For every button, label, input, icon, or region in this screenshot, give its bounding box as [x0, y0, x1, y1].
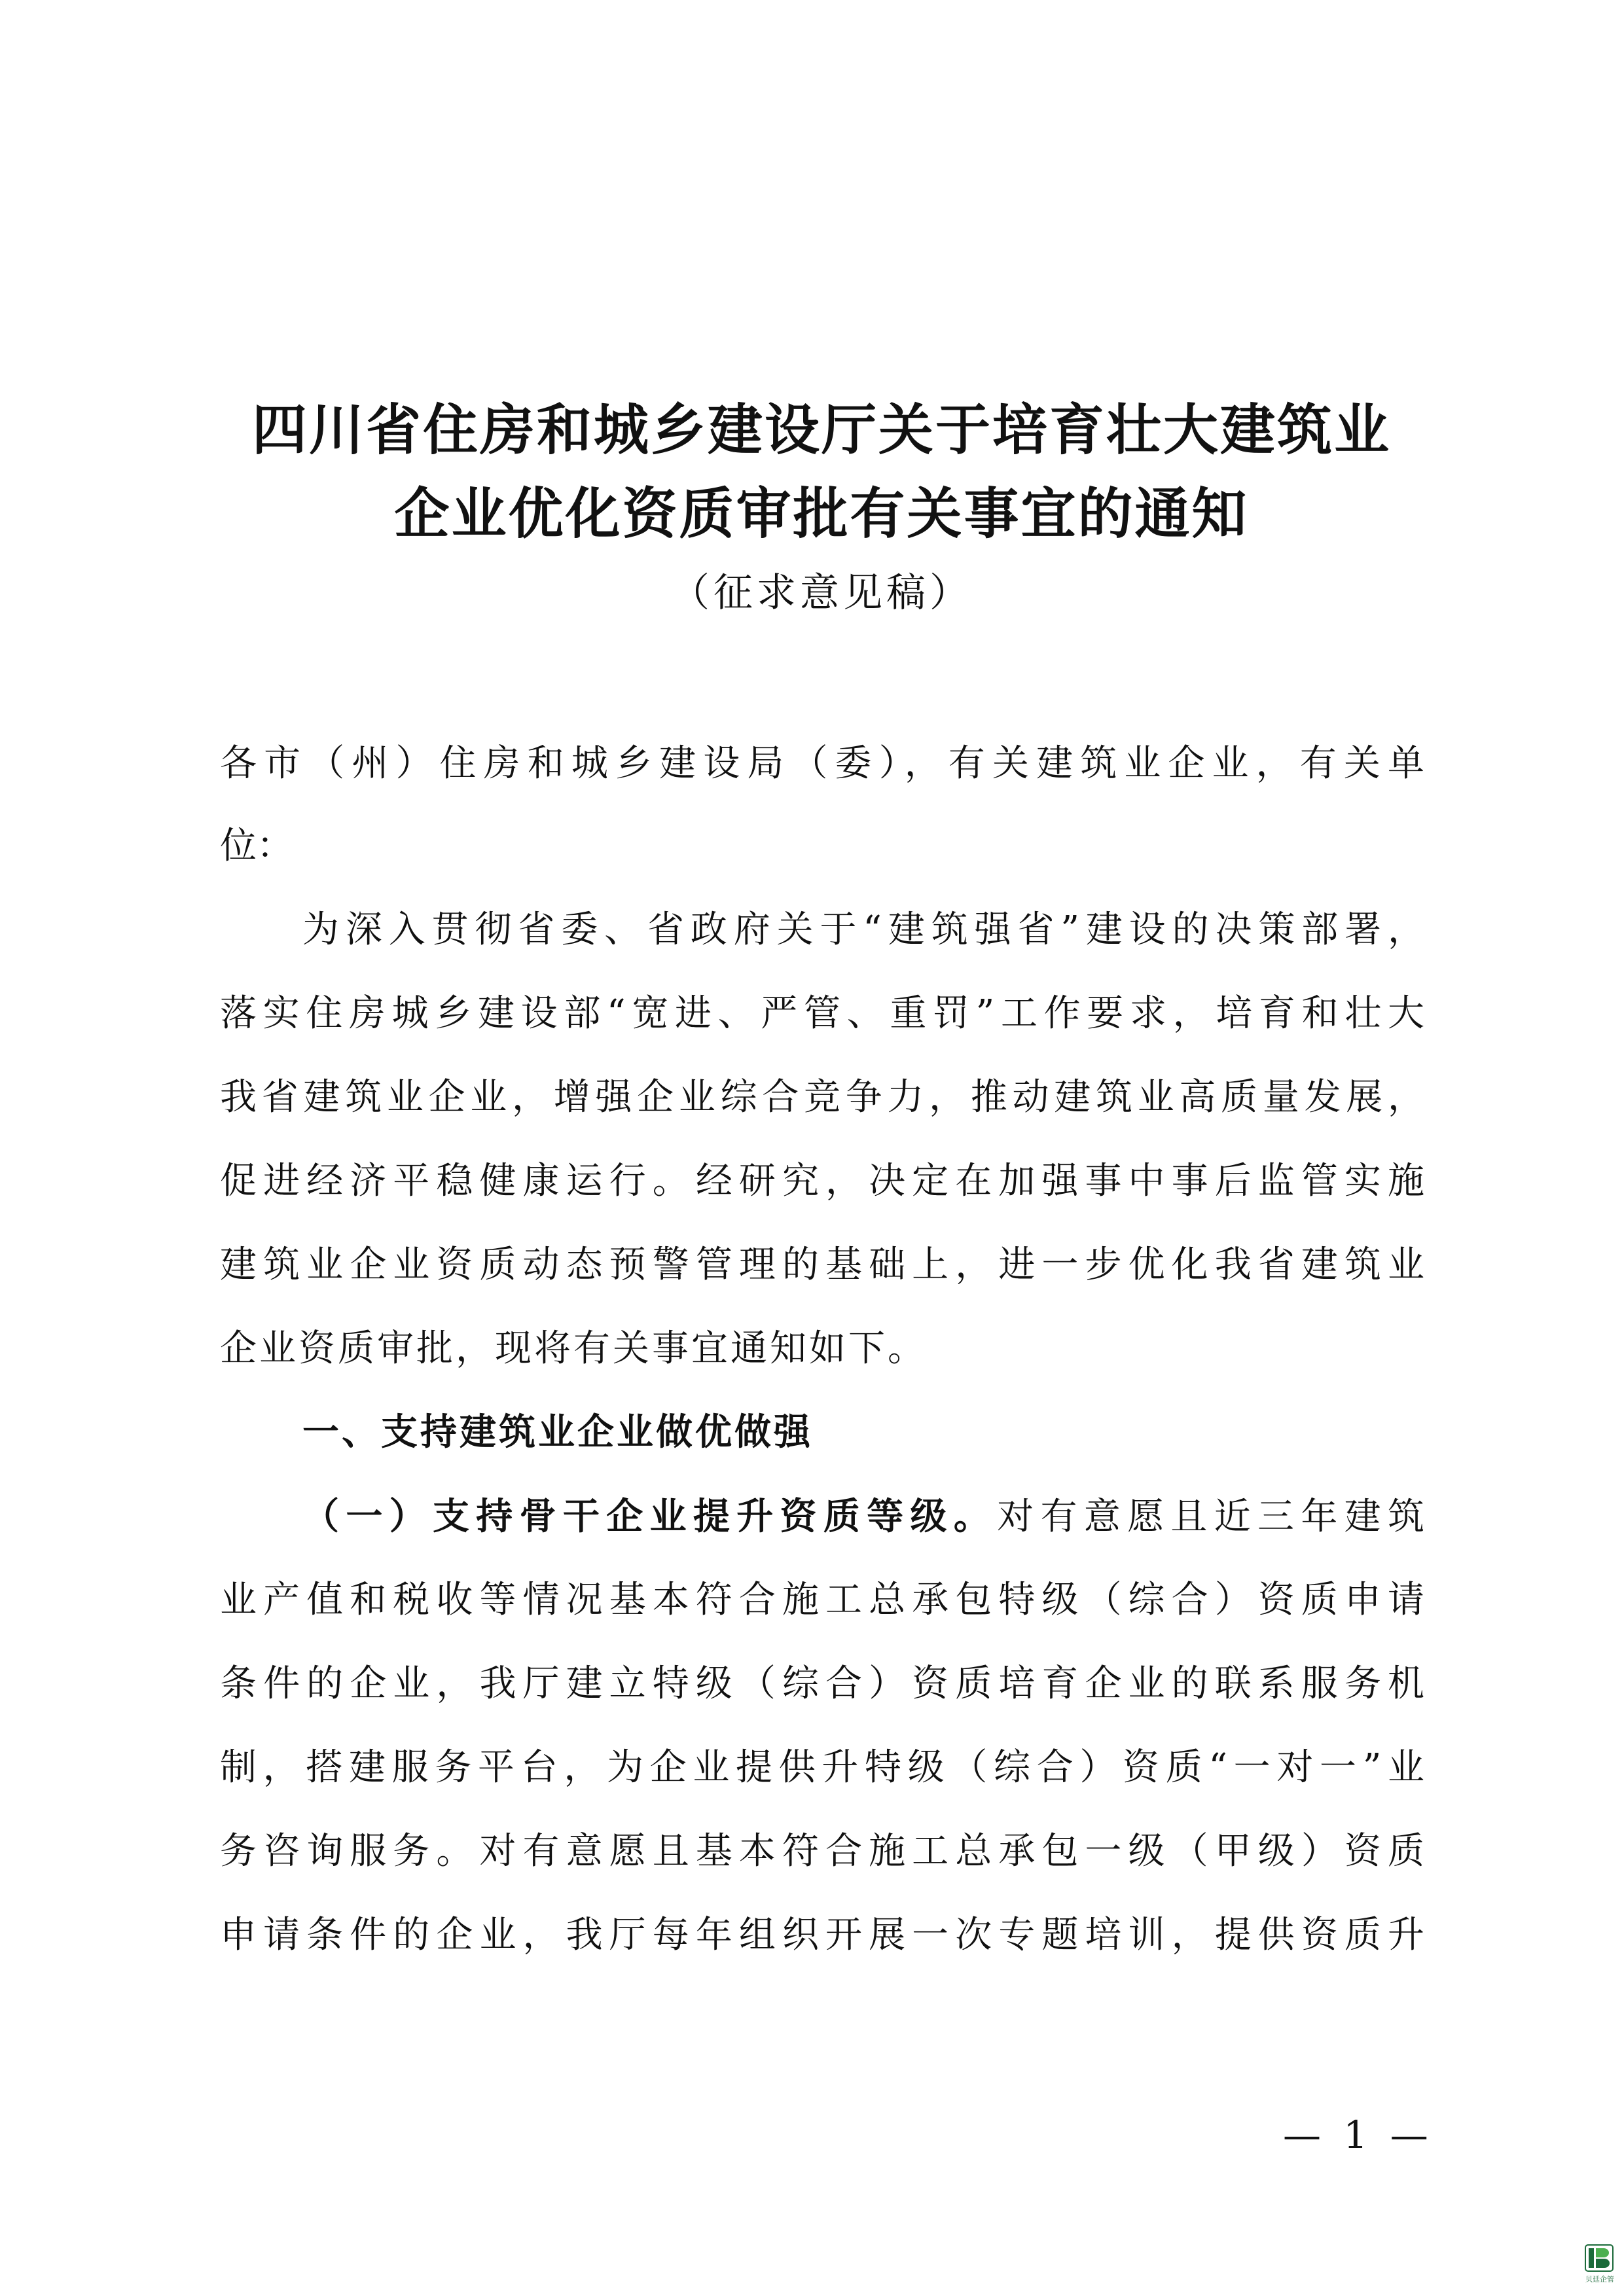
watermark-text: 贝廷企管 [1585, 2275, 1614, 2284]
intro-line-1: 为深入贯彻省委、省政府关于“建筑强省”建设的决策部署， [302, 908, 1424, 951]
item-one-first-line-rest: 对有意愿且近三年建筑 [997, 1496, 1425, 1538]
item-one-line-3: 条件的企业，我厅建立特级（综合）资质培育企业的联系服务机 [220, 1662, 1424, 1705]
intro-line-2: 落实住房城乡建设部“宽进、严管、重罚”工作要求，培育和壮大 [220, 992, 1424, 1035]
document-title-line-1: 四川省住房和城乡建设厅关于培育壮大建筑业 [251, 398, 1391, 462]
intro-line-6: 企业资质审批，现将有关事宜通知如下。 [220, 1327, 927, 1370]
watermark-logo-icon [1583, 2244, 1615, 2272]
item-one-bold-lead: （一）支持骨干企业提升资质等级。 [302, 1495, 998, 1538]
item-one-line-4: 制，搭建服务平台，为企业提供升特级（综合）资质“一对一”业 [220, 1746, 1424, 1789]
page-number: — 1 — [1283, 2113, 1434, 2157]
intro-line-5: 建筑业企业资质动态预警管理的基础上，进一步优化我省建筑业 [220, 1244, 1424, 1286]
intro-line-4: 促进经济平稳健康运行。经研究，决定在加强事中事后监管实施 [220, 1160, 1424, 1202]
section-heading: 一、支持建筑业企业做优做强 [302, 1411, 813, 1454]
item-one-line-5: 务咨询服务。对有意愿且基本符合施工总承包一级（甲级）资质 [220, 1830, 1424, 1873]
salutation-line-2: 位： [220, 825, 293, 867]
document-title-line-2: 企业优化资质审批有关事宜的通知 [394, 482, 1249, 546]
item-one-first-line [302, 1492, 1424, 1541]
salutation-line-1: 各市（州）住房和城乡建设局（委），有关建筑业企业，有关单 [220, 742, 1424, 785]
document-subtitle: （征求意见稿） [670, 570, 973, 616]
watermark-logo [1583, 2244, 1615, 2288]
item-one-line-2: 业产值和税收等情况基本符合施工总承包特级（综合）资质申请 [220, 1579, 1424, 1621]
intro-line-3: 我省建筑业企业，增强企业综合竞争力，推动建筑业高质量发展， [220, 1076, 1424, 1119]
item-one-line-6: 申请条件的企业，我厅每年组织开展一次专题培训，提供资质升 [220, 1914, 1424, 1956]
